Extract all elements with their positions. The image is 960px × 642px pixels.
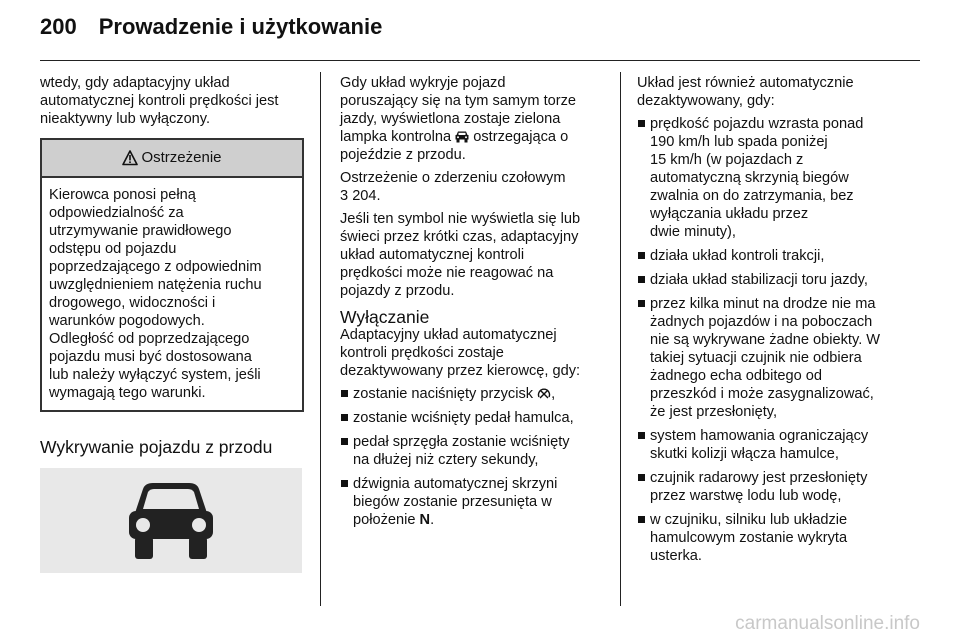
intro-paragraph: wtedy, gdy adaptacyjny układ automatycznej kontroli prędkości jest nieaktywny lub wyłączony. <box>40 75 279 127</box>
paragraph: Adaptacyjny układ automatycznej kontroli prędkości zostaje dezaktywowany przez kierowcę, gdy: <box>340 327 581 379</box>
vehicle-ahead-illustration <box>40 468 302 573</box>
section-heading-deactivation: Wyłączanie <box>340 307 430 327</box>
bullet-list <box>340 385 605 529</box>
column-right <box>637 74 912 571</box>
warning-title: Ostrzeżenie <box>141 149 222 166</box>
column-divider <box>620 72 621 606</box>
section-heading-vehicle-detection: Wykrywanie pojazdu z przodu <box>40 437 273 457</box>
page-number: 200 <box>40 14 77 39</box>
warning-triangle-icon <box>122 150 138 166</box>
warning-box <box>40 138 304 412</box>
list-item: pedał sprzęgła zostanie wciśnięty na dłużej niż cztery sekundy, <box>340 433 605 469</box>
column-divider <box>320 72 321 606</box>
bullet-list <box>637 115 912 565</box>
vehicle-ahead-icon <box>121 479 221 563</box>
cruise-control-cancel-icon <box>537 388 551 400</box>
list-item: w czujniku, silniku lub układzie hamulcowym zostanie wykryta usterka. <box>637 511 912 565</box>
warning-header <box>42 140 302 178</box>
list-item: dźwignia automatycznej skrzyni biegów zostanie przesunięta w położenie N. <box>340 475 605 529</box>
column-left <box>40 74 305 573</box>
gear-position-n: N <box>419 512 431 528</box>
page-reference-arrow-icon: 3 <box>340 188 349 204</box>
list-item: przez kilka minut na drodze nie ma żadnych pojazdów i na poboczach nie są wykrywane żadne obiekty. W takiej sytuacji czujnik nie odbiera żadnego echa odbitego od przeszkód i może zasygnalizować, że jest przesłonięty, <box>637 295 912 421</box>
list-item: zostanie wciśnięty pedał hamulca, <box>340 409 605 427</box>
page-title: Prowadzenie i użytkowanie <box>98 14 383 39</box>
header-rule <box>40 60 920 61</box>
cross-reference-paragraph: Ostrzeżenie o zderzeniu czołowym 3 204. <box>340 170 566 204</box>
list-item: zostanie naciśnięty przycisk , <box>340 385 605 403</box>
paragraph: Jeśli ten symbol nie wyświetla się lub świeci przez krótki czas, adaptacyjny układ automatycznej kontroli prędkości może nie reagować na pojazdy z przodu. <box>340 211 581 299</box>
paragraph: Układ jest również automatycznie dezaktywowany, gdy: <box>637 75 854 109</box>
watermark: carmanualsonline.info <box>735 613 920 634</box>
list-item: prędkość pojazdu wzrasta ponad 190 km/h lub spada poniżej 15 km/h (w pojazdach z automatyczną skrzynią biegów zwalnia on do zatrzymania, bez wyłączania układu przez dwie minuty), <box>637 115 912 241</box>
page-header <box>40 14 382 40</box>
paragraph: Gdy układ wykryje pojazd poruszający się na tym samym torze jazdy, wyświetlona zostaje zielona lampka kontrolna ostrzegająca o pojeździe z przodu. <box>340 75 577 163</box>
warning-text: Kierowca ponosi pełną odpowiedzialność za utrzymywanie prawidłowego odstępu od pojazdu poprzedzającego z odpowiednim uwzględnieniem natężenia ruchu drogowego, widoczności i warunków pogodowych. Odległość od poprzedzającego pojazdu musi być dostosowana lub należy wyłączyć system, jeśli wymagają tego warunki. <box>49 187 262 401</box>
page-reference-link[interactable]: 204. <box>352 188 381 204</box>
list-item: czujnik radarowy jest przesłonięty przez warstwę lodu lub wodę, <box>637 469 912 505</box>
list-item: działa układ kontroli trakcji, <box>637 247 912 265</box>
column-middle <box>340 74 605 535</box>
list-item: działa układ stabilizacji toru jazdy, <box>637 271 912 289</box>
vehicle-ahead-icon <box>455 130 469 143</box>
list-item: system hamowania ograniczający skutki kolizji włącza hamulce, <box>637 427 912 463</box>
